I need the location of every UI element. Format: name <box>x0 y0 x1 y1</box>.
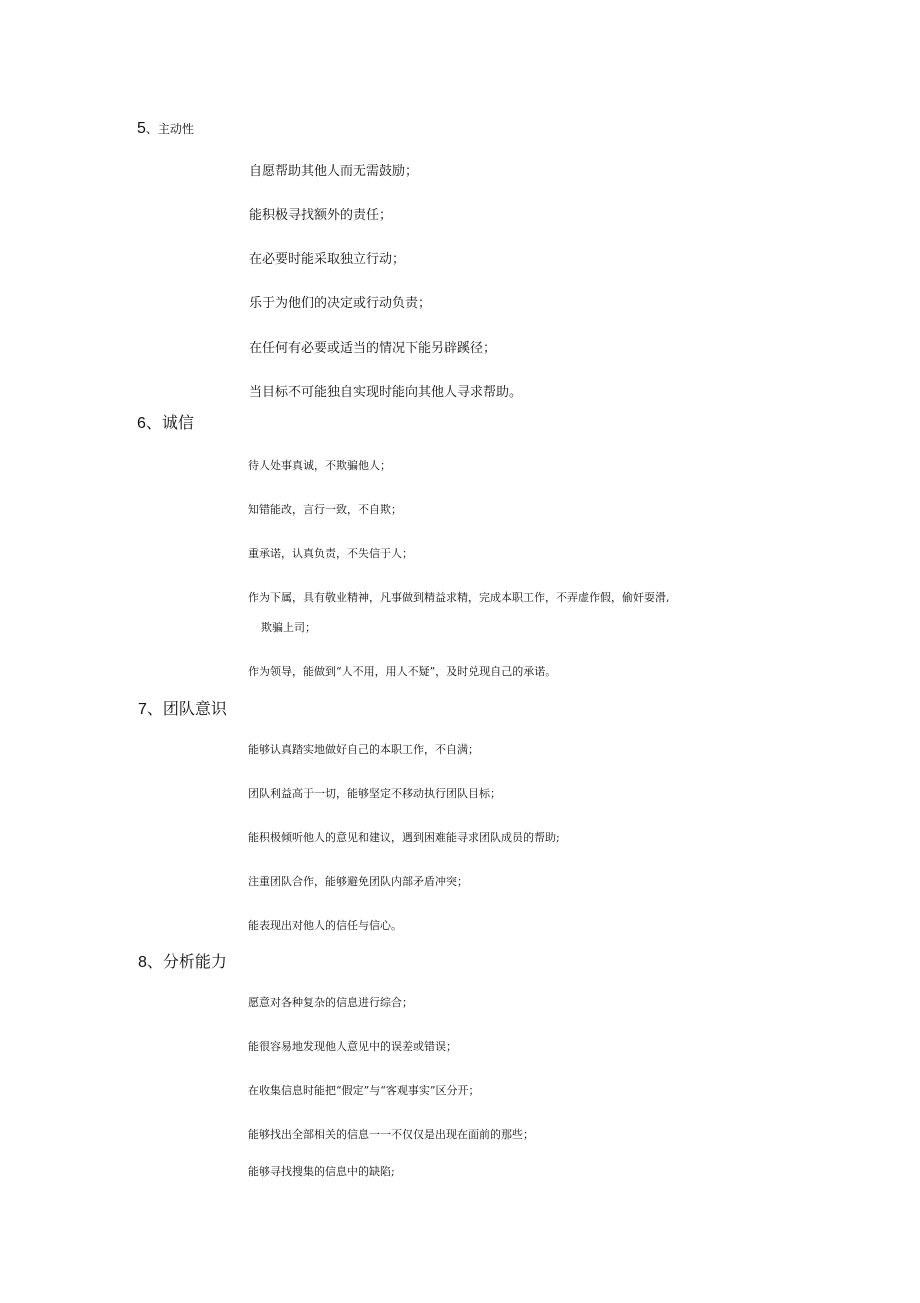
section-title: 、团队意识 <box>146 699 227 718</box>
section-number: 5 <box>137 120 146 137</box>
section-6-heading <box>137 415 194 432</box>
list-item: 知错能改，言行一致，不自欺； <box>248 503 402 516</box>
section-title: 、分析能力 <box>146 952 227 971</box>
list-item: 当目标不可能独自实现时能向其他人寻求帮助。 <box>249 385 523 400</box>
list-item: 在收集信息时能把“假定”与“客观事实”区分开； <box>248 1084 480 1097</box>
list-item: 能够寻找搜集的信息中的缺陷; <box>248 1165 395 1178</box>
list-item: 作为下属，具有敬业精神，凡事做到精益求精，完成本职工作，不弄虚作假，偷奸耍滑, <box>248 591 670 604</box>
list-item: 愿意对各种复杂的信息进行综合； <box>248 996 413 1009</box>
section-number: 6 <box>137 415 146 432</box>
list-item: 团队利益高于一切，能够坚定不移动执行团队目标； <box>248 787 501 800</box>
section-number: 8 <box>138 954 147 971</box>
list-item: 重承诺，认真负责，不失信于人； <box>248 547 413 560</box>
section-title: 、诚信 <box>145 413 194 432</box>
list-item: 作为领导，能做到“人不用，用人不疑”，及时兑现自己的承诺。 <box>248 665 557 678</box>
list-item: 在任何有必要或适当的情况下能另辟蹊径； <box>249 341 497 356</box>
section-8-heading <box>138 954 227 971</box>
list-item: 能够找出全部相关的信息一一不仅仅是出现在面前的那些； <box>248 1128 534 1141</box>
section-number: 7 <box>138 701 147 718</box>
list-item: 能积极寻找额外的责任； <box>249 208 393 223</box>
list-item: 乐于为他们的决定或行动负责； <box>249 296 432 311</box>
list-item: 待人处事真诚，不欺骗他人； <box>248 459 391 472</box>
list-item: 能积极倾听他人的意见和建议，遇到困难能寻求团队成员的帮助; <box>248 831 560 844</box>
list-item: 能表现出对他人的信任与信心。 <box>248 919 402 932</box>
list-item: 在必要时能采取独立行动； <box>249 252 406 267</box>
section-title: 、主动性 <box>145 122 194 136</box>
list-item: 注重团队合作，能够避免团队内部矛盾冲突； <box>248 875 468 888</box>
list-item: 能很容易地发现他人意见中的误差或错误； <box>248 1040 457 1053</box>
section-5-heading <box>137 120 194 137</box>
list-item-continuation: 欺骗上司； <box>261 621 316 634</box>
section-7-heading <box>138 701 227 718</box>
list-item: 自愿帮助其他人而无需鼓励； <box>249 164 419 179</box>
list-item: 能够认真踏实地做好自己的本职工作，不自满； <box>248 743 479 756</box>
